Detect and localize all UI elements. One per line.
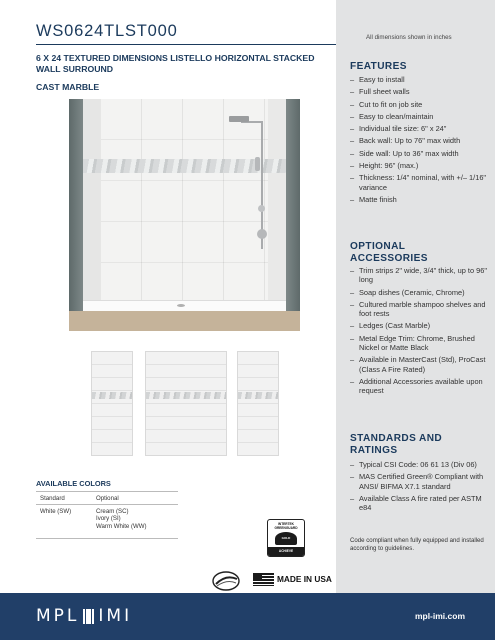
diverter-valve-icon: [258, 205, 265, 212]
standards-heading-line: STANDARDS AND: [350, 433, 443, 444]
list-item: – Easy to install: [350, 75, 488, 84]
shower-valve-icon: [257, 229, 267, 239]
standards-list: [350, 460, 488, 515]
showerhead-icon: [229, 116, 249, 122]
photo-side-wall-right: [268, 99, 286, 311]
dimensions-note: All dimensions shown in inches: [366, 34, 452, 41]
back-wall-panel-thumbnail: [145, 351, 227, 456]
list-item: – Available in MasterCast (Std), ProCast (Class A Fire Rated): [350, 355, 488, 374]
side-wall-panel-thumbnail-right: [237, 351, 279, 456]
list-item: – Metal Edge Trim: Chrome, Brushed Nickel or Matte Black: [350, 334, 488, 353]
photo-wall-right: [286, 99, 300, 331]
shower-photo: [69, 99, 300, 331]
column-header-optional: Optional: [92, 492, 178, 505]
features-list: [350, 75, 488, 207]
list-item: – Available Class A fire rated per ASTM e84: [350, 494, 488, 513]
column-header-standard: Standard: [36, 492, 92, 505]
optional-color: Warm White (WW): [96, 522, 147, 530]
handheld-shower-icon: [255, 157, 260, 171]
list-item: – Matte finish: [350, 195, 488, 204]
list-item: – Soap dishes (Ceramic, Chrome): [350, 288, 488, 297]
title-rule: [36, 44, 336, 45]
made-in-usa-text: MADE IN USA: [277, 574, 332, 584]
greenguard-badge-bottom-text: ACHIEVE: [268, 547, 304, 556]
list-item: – Side wall: Up to 36" max width: [350, 149, 488, 158]
drain-icon: [177, 304, 185, 307]
list-item: – Trim strips 2" wide, 3/4" thick, up to 96" long: [350, 266, 488, 285]
available-colors-title: AVAILABLE COLORS: [36, 479, 111, 488]
accessories-heading-line: OPTIONAL: [350, 241, 406, 252]
list-item: – Individual tile size: 6" x 24": [350, 124, 488, 133]
list-item: – Cultured marble shampoo shelves and foot rests: [350, 300, 488, 319]
list-item: – Ledges (Cast Marble): [350, 321, 488, 330]
listello-band: [146, 392, 226, 399]
list-item: – Back wall: Up to 76" max width: [350, 136, 488, 145]
greenguard-badge-top-text: INTERTEK GREENGUARD: [274, 522, 298, 530]
made-in-usa-mark: [253, 572, 332, 588]
model-number: WS0624TLST000: [36, 22, 178, 40]
website-link[interactable]: mpl-imi.com: [414, 611, 465, 621]
accessories-heading: [350, 241, 428, 264]
listello-band: [92, 392, 132, 399]
list-item: – Cut to fit on job site: [350, 100, 488, 109]
list-item: – Full sheet walls: [350, 87, 488, 96]
standard-color: White (SW): [36, 505, 92, 539]
header: [0, 0, 495, 44]
features-heading: FEATURES: [350, 61, 407, 72]
us-flag-icon: [253, 573, 274, 586]
greenguard-badge-icon: [267, 519, 305, 557]
photo-side-wall-left: [83, 99, 101, 311]
product-title: 6 X 24 TEXTURED DIMENSIONS LISTELLO HORIZONTAL STACKED WALL SURROUND: [36, 53, 315, 74]
list-item: – Height: 96" (max.): [350, 161, 488, 170]
accessories-list: [350, 266, 488, 399]
logo-bars-icon: [83, 609, 94, 624]
optional-color: Ivory (SI): [96, 515, 121, 523]
list-item: – MAS Certified Green® Compliant with ANSI/ BIFMA X7.1 standard: [350, 472, 488, 491]
compliance-note: Code compliant when fully equipped and installed according to guidelines.: [350, 537, 484, 552]
certified-green-logo-icon: [211, 570, 241, 592]
list-item: – Easy to clean/maintain: [350, 112, 488, 121]
table-row: [36, 505, 178, 539]
logo-text-left: MPL: [36, 606, 80, 626]
listello-band: [238, 392, 278, 399]
side-wall-panel-thumbnail: [91, 351, 133, 456]
logo-text-right: IMI: [98, 606, 133, 626]
list-item: – Additional Accessories available upon request: [350, 377, 488, 396]
photo-wall-left: [69, 99, 83, 331]
photo-floor: [69, 311, 300, 331]
product-material: CAST MARBLE: [36, 82, 100, 92]
table-header-row: [36, 492, 178, 505]
greenguard-badge-mid-text: GOLD: [281, 536, 291, 540]
standards-heading: [350, 433, 442, 456]
available-colors-table: [36, 491, 178, 539]
standards-heading-line: RATINGS: [350, 444, 398, 456]
footer: [0, 593, 495, 640]
accessories-heading-line: ACCESSORIES: [350, 252, 428, 264]
optional-colors: [92, 505, 178, 539]
optional-color: Cream (SC): [96, 508, 129, 515]
list-item: – Thickness: 1/4" nominal, with +/– 1/16" variance: [350, 173, 488, 192]
list-item: – Typical CSI Code: 06 61 13 (Div 06): [350, 460, 488, 469]
photo-surround: [83, 99, 286, 311]
photo-tile-rows: [101, 99, 268, 304]
company-logo: [36, 606, 132, 626]
